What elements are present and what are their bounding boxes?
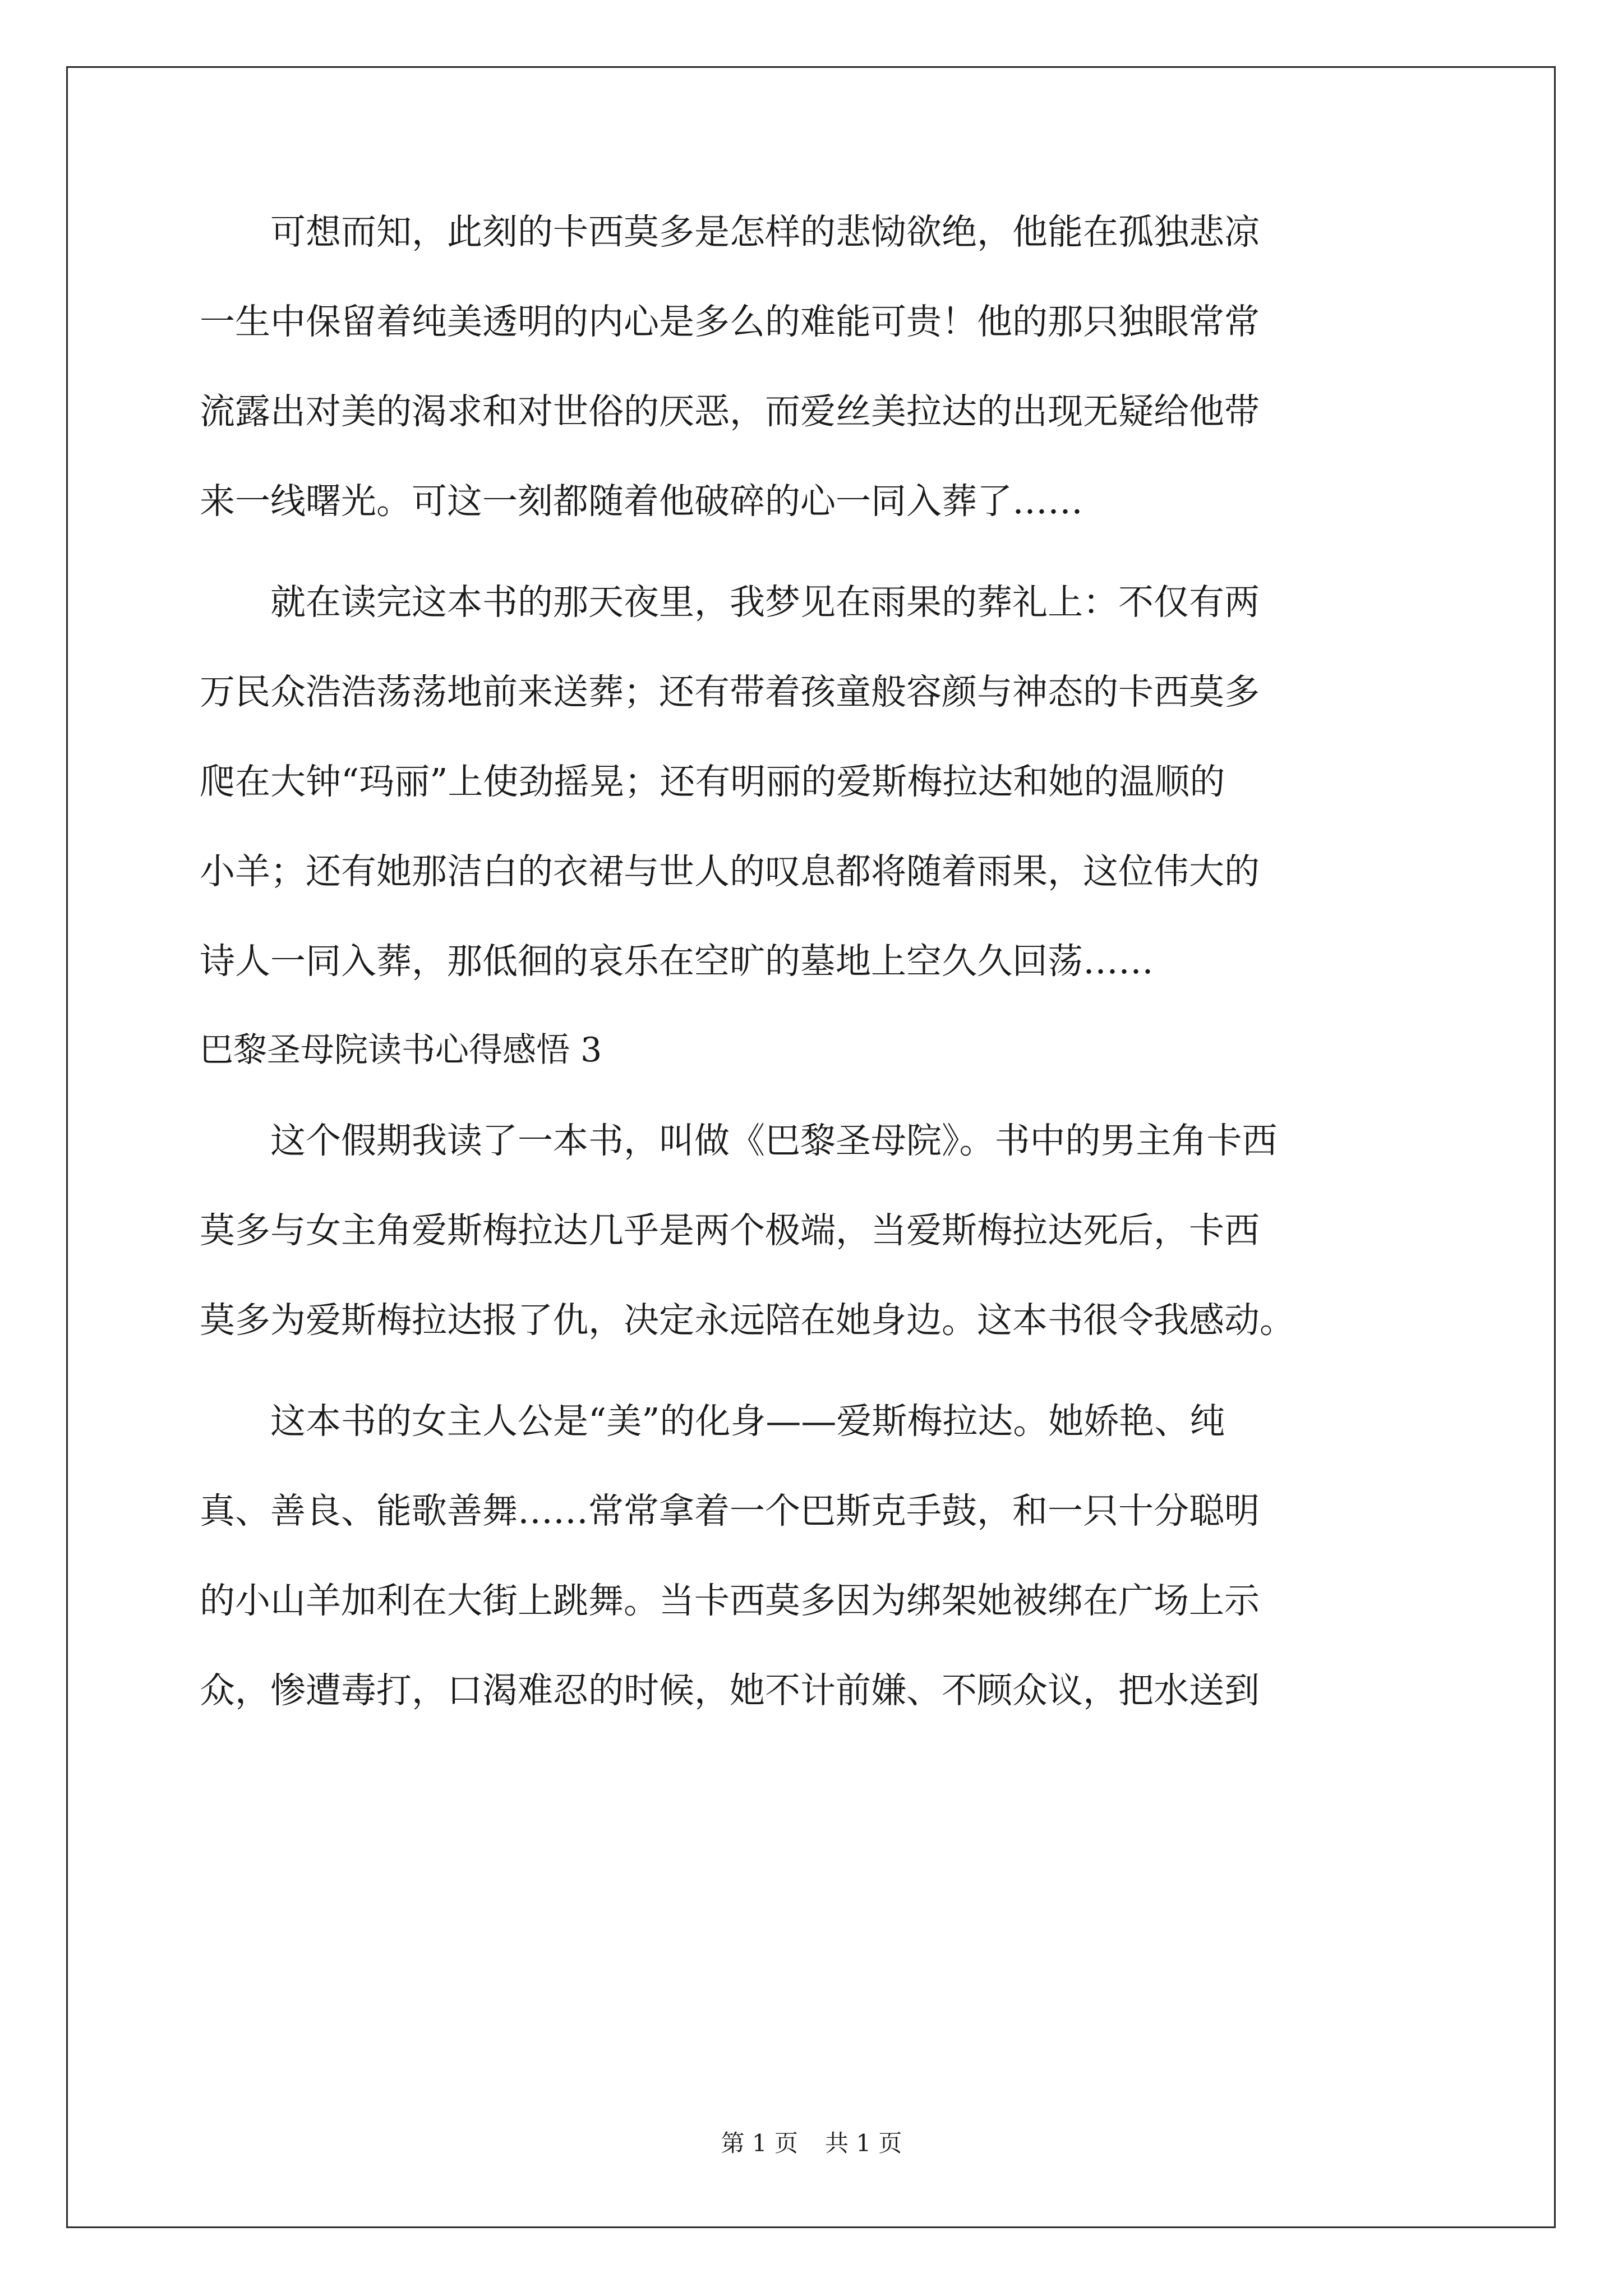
page-footer	[0, 2129, 1623, 2157]
paragraph-line: 众，惨遭毒打，口渴难忍的时候，她不计前嫌、不顾众议，把水送到	[200, 1670, 1260, 1711]
paragraph-line: 来一线曙光。可这一刻都随着他破碎的心一同入葬了……	[200, 481, 1083, 522]
paragraph-line: 就在读完这本书的那天夜里，我梦见在雨果的葬礼上：不仅有两	[200, 582, 1260, 623]
paragraph-line: 诗人一同入葬，那低徊的哀乐在空旷的墓地上空久久回荡……	[200, 941, 1154, 982]
paragraph-line: 万民众浩浩荡荡地前来送葬；还有带着孩童般容颜与神态的卡西莫多	[200, 671, 1260, 712]
paragraph-line: 这本书的女主人公是“美”的化身——爱斯梅拉达。她娇艳、纯	[200, 1401, 1225, 1442]
paragraph-line: 流露出对美的渴求和对世俗的厌恶，而爱丝美拉达的出现无疑给他带	[200, 391, 1260, 432]
paragraph-line: 的小山羊加利在大街上跳舞。当卡西莫多因为绑架她被绑在广场上示	[200, 1580, 1260, 1621]
paragraph-line: 莫多为爱斯梅拉达报了仇，决定永远陪在她身边。这本书很令我感动。	[200, 1300, 1295, 1341]
page-number: 第 1 页	[721, 2129, 798, 2157]
paragraph-line: 莫多与女主角爱斯梅拉达几乎是两个极端，当爱斯梅拉达死后，卡西	[200, 1210, 1260, 1251]
paragraph-line: 可想而知，此刻的卡西莫多是怎样的悲恸欲绝，他能在孤独悲凉	[200, 211, 1260, 252]
paragraph-line: 一生中保留着纯美透明的内心是多么的难能可贵！他的那只独眼常常	[200, 301, 1260, 342]
paragraph-line: 爬在大钟“玛丽”上使劲摇晃；还有明丽的爱斯梅拉达和她的温顺的	[200, 761, 1225, 802]
paragraph-line: 这个假期我读了一本书，叫做《巴黎圣母院》。书中的男主角卡西	[200, 1120, 1278, 1161]
section-heading: 巴黎圣母院读书心得感悟 3	[200, 1030, 602, 1070]
paragraph-line: 小羊；还有她那洁白的衣裙与世人的叹息都将随着雨果，这位伟大的	[200, 851, 1260, 892]
paragraph-line: 真、善良、能歌善舞……常常拿着一个巴斯克手鼓，和一只十分聪明	[200, 1490, 1260, 1531]
page-total: 共 1 页	[825, 2129, 902, 2157]
